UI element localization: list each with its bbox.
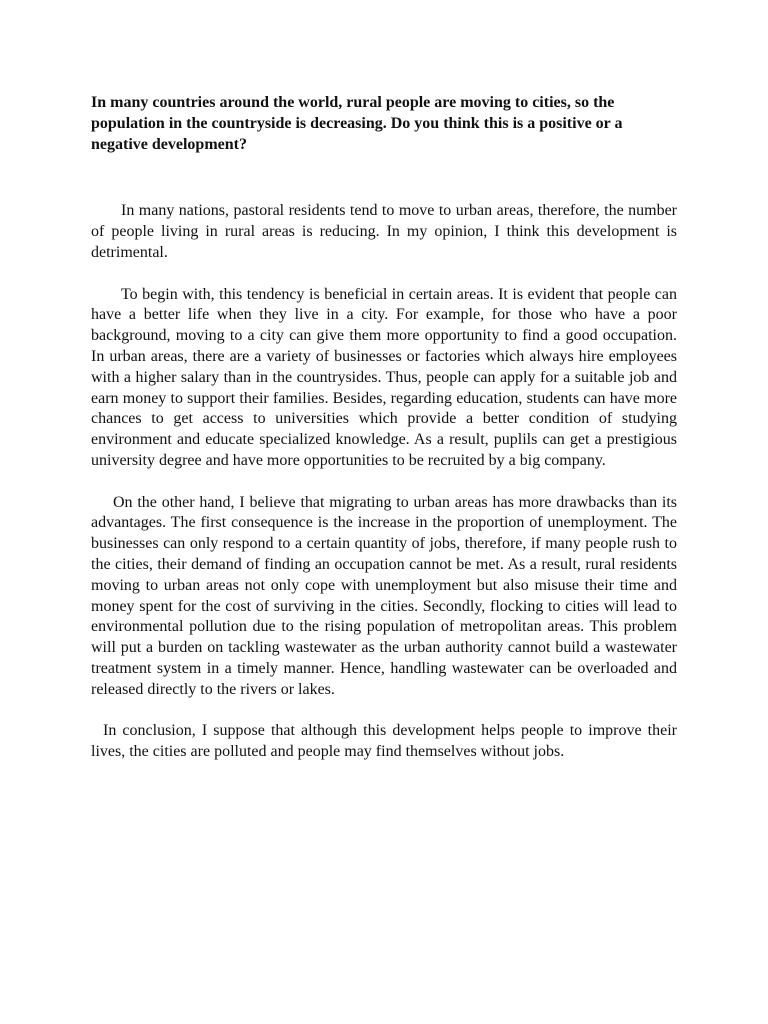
- paragraph-conclusion: In conclusion, I suppose that although this development helps people to improve their lives, the cities are polluted and people may find themselves without jobs.: [91, 722, 677, 761]
- essay-prompt: In many countries around the world, rural people are moving to cities, so the population in the countryside is decreasing. Do you think this is a positive or a negative development?: [91, 94, 623, 153]
- essay-content: [91, 93, 677, 784]
- paragraph-advantages: To begin with, this tendency is beneficial in certain areas. It is evident that people can have a better life when they live in a city. For example, for those who have a poor background, moving to a city can give them more opportunity to find a good occupation. In urban areas, there are a variety of businesses or factories which always hire employees with a higher salary than in the countrysides. Thus, people can apply for a suitable job and earn money to support their families. Besides, regarding education, students can have more chances to get access to universities which provide a better condition of studying environment and educate specialized knowledge. As a result, puplils can get a prestigious university degree and have more opportunities to be recruited by a big company.: [91, 285, 677, 469]
- paragraph-disadvantages: On the other hand, I believe that migrating to urban areas has more drawbacks than its advantages. The first consequence is the increase in the proportion of unemployment. The businesses can only respond to a certain quantity of jobs, therefore, if many people rush to the cities, their demand of finding an occupation cannot be met. As a result, rural residents moving to urban areas not only cope with unemployment but also misuse their time and money spent for the cost of surviving in the cities. Secondly, flocking to cities will lead to environmental pollution due to the rising population of metropolitan areas. This problem will put a burden on tackling wastewater as the urban authority cannot build a wastewater treatment system in a timely manner. Hence, handling wastewater can be overloaded and released directly to the rivers or lakes.: [91, 493, 677, 698]
- paragraph-introduction: In many nations, pastoral residents tend to move to urban areas, therefore, the number of people living in rural areas is reducing. In my opinion, I think this development is detrimental.: [91, 202, 677, 261]
